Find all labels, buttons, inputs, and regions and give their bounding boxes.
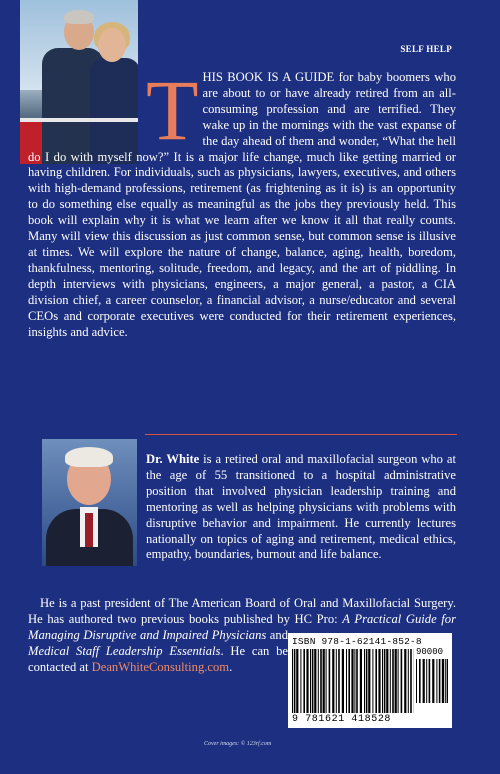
barcode-bars <box>292 649 414 713</box>
author-bio <box>28 452 456 570</box>
bio2-text-b: and <box>266 627 288 642</box>
image-credit: Cover images: © 123rf.com <box>204 741 272 747</box>
divider-top <box>145 434 457 435</box>
section-label: SELF HELP <box>400 44 452 54</box>
website-link[interactable]: DeanWhiteConsulting.com <box>91 659 230 674</box>
price-code: 90000 <box>416 647 444 657</box>
isbn-text: ISBN 978-1-62141-852-8 <box>292 636 422 647</box>
author-bio-text: is a retired oral and maxillofacial surgeon who at the age of 55 transitioned to a hospital administrative position that involved physician leadership training and mentoring as well as helping physicians with problems with disruptive behavior and impairment. He currently lectures nationally on topics of aging and retirement, medical ethics, empathy, boundaries, burnout and life balance. <box>146 452 456 562</box>
book-title-2: Medical Staff Leadership Essentials <box>28 643 221 658</box>
book-title-1: A Practical Guide for Managing Disruptive and Impaired Physicians <box>28 611 457 642</box>
book-blurb <box>28 62 456 340</box>
blurb-text: for baby boomers who are about to or have already retired from an all-consuming profession and are terrified. They wake up in the mornings with the vast expanse of the day ahead of them and wonder, “What the hell do I do with myself now?” It is a major life change, much like getting married or having children. For individuals, such as physicians, lawyers, executives, and others with high-demand professions, retirement (as frightening as it is) is an opportunity to do something else equally as meaningful as the jobs they previously held. This book will explain why it is what we learn after we know it all that really counts. Many will view this discussion as just common sense, but common sense is illusive at times. We will explore the nature of change, balance, aging, health, boredom, thankfulness, mentoring, solitude, freedom, and legacy, and the art of piddling. In depth interviews with physicians, engineers, a major general, a pastor, a CIA division chief, a career counselor, a financial advisor, a nurse/educator and several CEOs and corporate executives were conducted for their retirement experiences, insights and advice. <box>28 70 456 339</box>
bio2-text-c: . He can be contacted at <box>28 643 288 674</box>
bio2-text-d: . <box>229 659 233 674</box>
blurb-lead: HIS BOOK IS A GUIDE <box>202 70 335 84</box>
drop-cap: T <box>146 62 199 158</box>
barcode-digits: 9 781621 418528 <box>292 714 392 725</box>
bio2-text-a: He is a past president of The American Board of Oral and Maxillofacial Surgery. He has authored two previous books published by HC Pro: <box>28 596 456 626</box>
price-bars <box>416 659 448 703</box>
barcode <box>288 633 452 728</box>
author-name: Dr. White <box>146 452 200 466</box>
